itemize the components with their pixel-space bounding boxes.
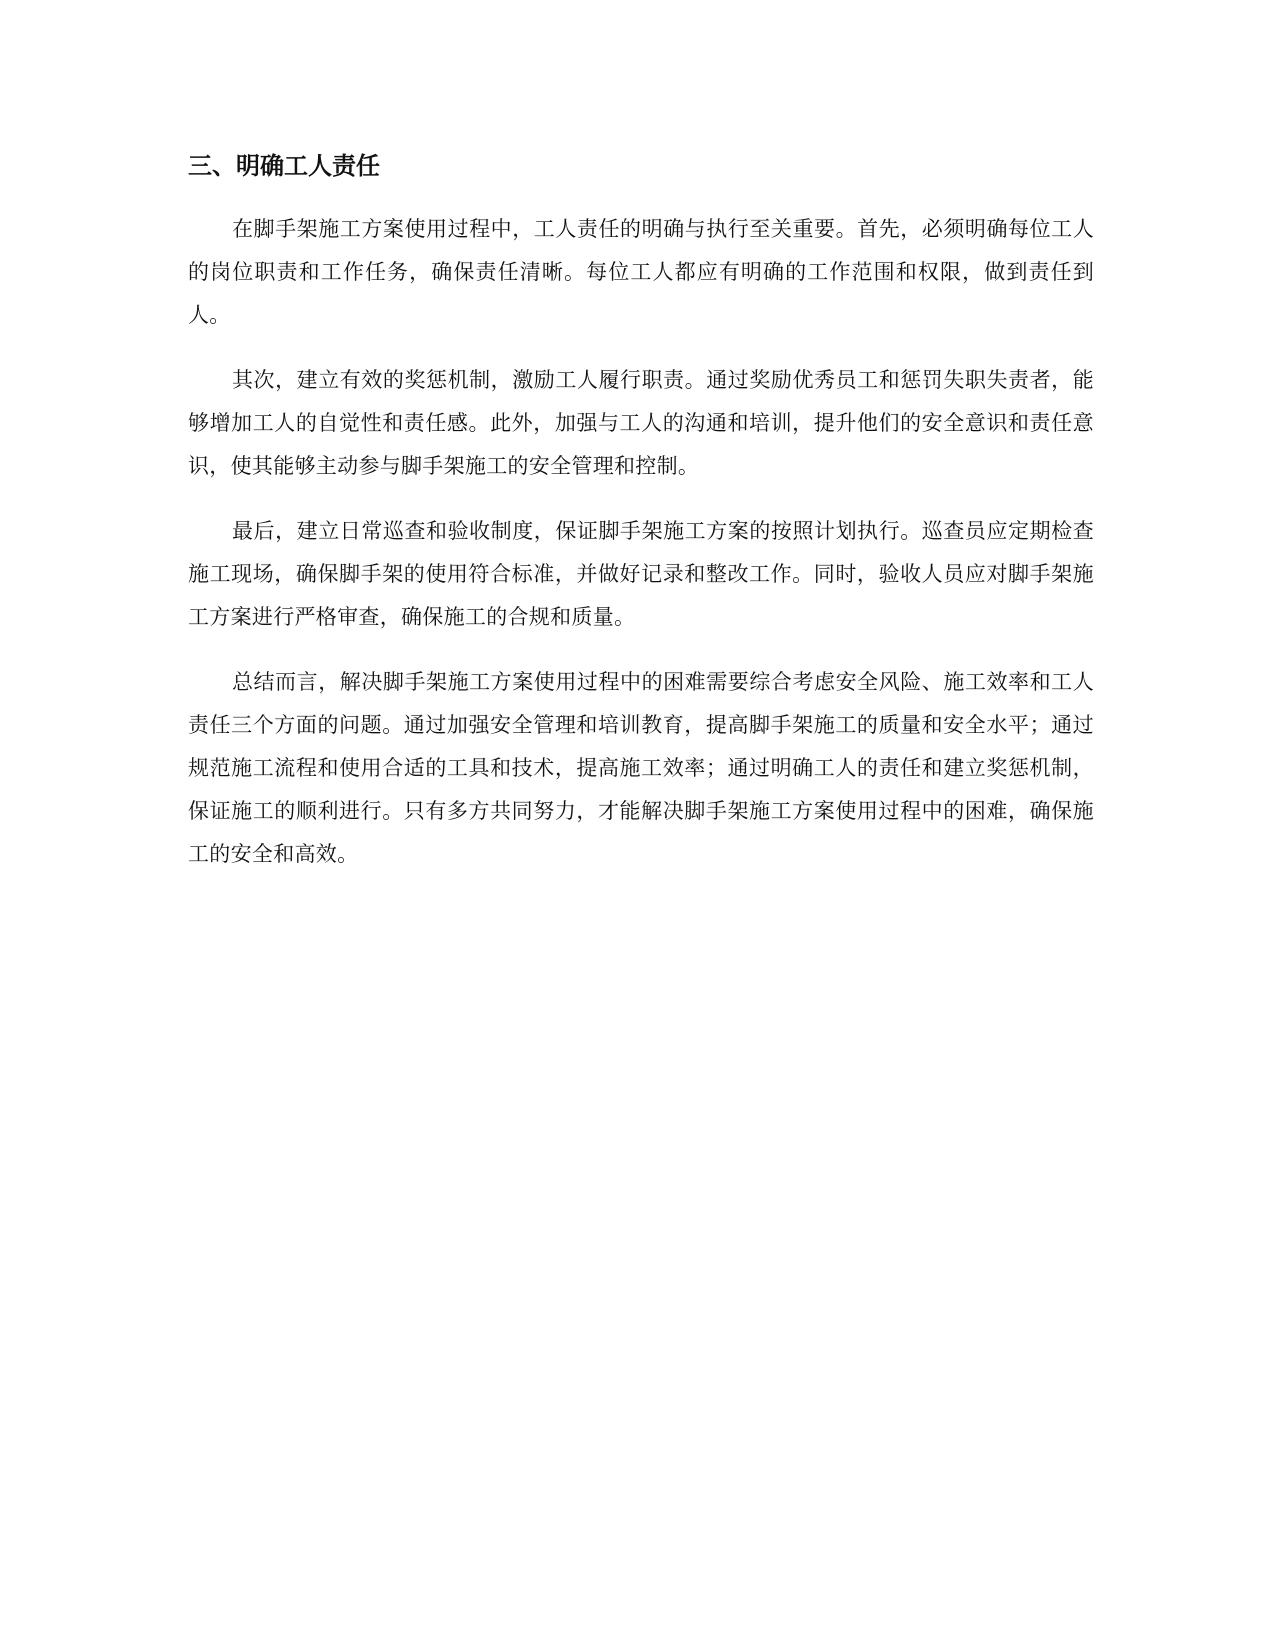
paragraph-4: 总结而言，解决脚手架施工方案使用过程中的困难需要综合考虑安全风险、施工效率和工人责任三个方面的问题。通过加强安全管理和培训教育，提高脚手架施工的质量和安全水平；通过规范施工流程和使用合适的工具和技术，提高施工效率；通过明确工人的责任和建立奖惩机制，保证施工的顺利进行。只有多方共同努力，才能解决脚手架施工方案使用过程中的困难，确保施工的安全和高效。 (188, 670, 1094, 866)
section-heading: 三、明确工人责任 (188, 152, 380, 180)
paragraph-1: 在脚手架施工方案使用过程中，工人责任的明确与执行至关重要。首先，必须明确每位工人的岗位职责和工作任务，确保责任清晰。每位工人都应有明确的工作范围和权限，做到责任到人。 (188, 217, 1094, 327)
paragraph-3: 最后，建立日常巡查和验收制度，保证脚手架施工方案的按照计划执行。巡查员应定期检查施工现场，确保脚手架的使用符合标准，并做好记录和整改工作。同时，验收人员应对脚手架施工方案进行严格审查，确保施工的合规和质量。 (188, 519, 1094, 629)
paragraph-2: 其次，建立有效的奖惩机制，激励工人履行职责。通过奖励优秀员工和惩罚失职失责者，能够增加工人的自觉性和责任感。此外，加强与工人的沟通和培训，提升他们的安全意识和责任意识，使其能够主动参与脚手架施工的安全管理和控制。 (188, 368, 1094, 478)
document-body (188, 146, 1094, 898)
